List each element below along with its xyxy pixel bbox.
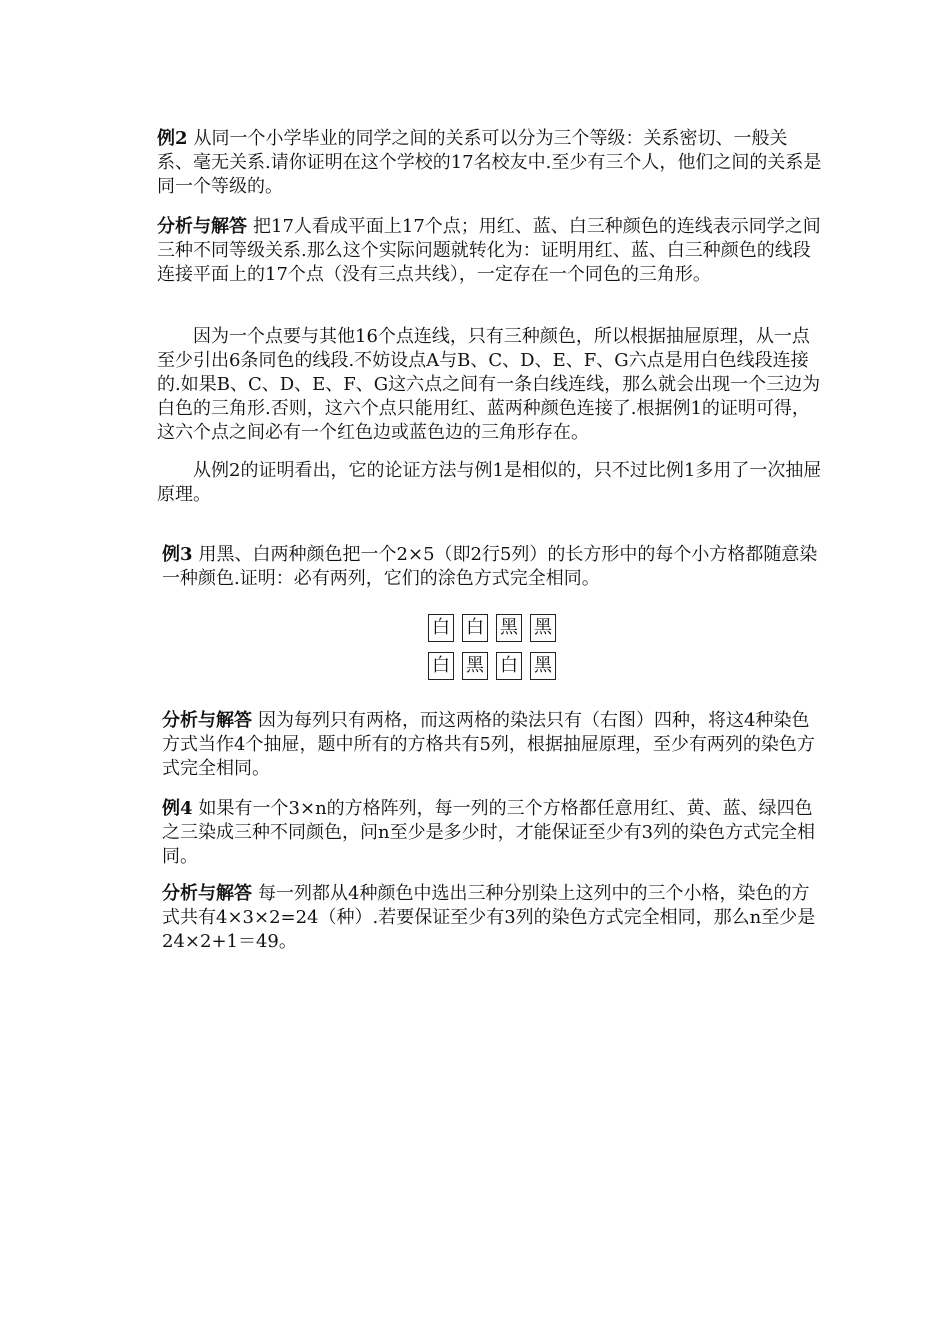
pattern-cell: 白 — [462, 614, 488, 642]
answer-4-label: 分析与解答 — [162, 883, 252, 904]
answer-4-text: 每一列都从4种颜色中选出三种分别染上这列中的三个小格，染色的方式共有4×3×2=24（种）.若要保证至少有3列的染色方式完全相同，那么n至少是24×2+1＝49。 — [162, 883, 816, 952]
answer-3-paragraph — [162, 709, 827, 781]
answer-4-paragraph — [162, 882, 827, 954]
answer-2-label: 分析与解答 — [157, 216, 247, 237]
coloring-patterns-figure — [428, 614, 558, 682]
pattern-cell: 白 — [428, 614, 454, 642]
example-2-label: 例2 — [157, 128, 188, 149]
remark-text: 从例2的证明看出，它的论证方法与例1是相似的，只不过比例1多用了一次抽屉原理。 — [157, 460, 822, 505]
pattern-cell: 黑 — [530, 614, 556, 642]
pattern-cell: 黑 — [462, 652, 488, 680]
remark-paragraph — [157, 459, 822, 507]
example-2-paragraph — [157, 127, 822, 199]
answer-3-label: 分析与解答 — [162, 710, 252, 731]
example-4-paragraph — [162, 797, 827, 869]
proof-paragraph — [157, 325, 822, 445]
pattern-cell: 黑 — [530, 652, 556, 680]
example-3-label: 例3 — [162, 544, 193, 565]
answer-2-paragraph — [157, 215, 822, 287]
example-2-text: 从同一个小学毕业的同学之间的关系可以分为三个等级：关系密切、一般关系、毫无关系.请你证明在这个学校的17名校友中.至少有三个人，他们之间的关系是同一个等级的。 — [157, 128, 822, 197]
example-3-paragraph — [162, 543, 827, 591]
pattern-cell: 白 — [496, 652, 522, 680]
answer-2-text: 把17人看成平面上17个点；用红、蓝、白三种颜色的连线表示同学之间三种不同等级关系.那么这个实际问题就转化为：证明用红、蓝、白三种颜色的线段连接平面上的17个点（没有三点共线），一定存在一个同色的三角形。 — [157, 216, 821, 285]
example-4-label: 例4 — [162, 798, 193, 819]
example-3-text: 用黑、白两种颜色把一个2×5（即2行5列）的长方形中的每个小方格都随意染一种颜色.证明：必有两列，它们的涂色方式完全相同。 — [162, 544, 818, 589]
proof-text: 因为一个点要与其他16个点连线，只有三种颜色，所以根据抽屉原理，从一点至少引出6条同色的线段.不妨设点A与B、C、D、E、F、G六点是用白色线段连接的.如果B、C、D、E、F、G这六点之间有一条白线连线，那么就会出现一个三边为白色的三角形.否则，这六个点只能用红、蓝两种颜色连接了.根据例1的证明可得，这六个点之间必有一个红色边或蓝色边的三角形存在。 — [157, 326, 821, 443]
example-4-text: 如果有一个3×n的方格阵列，每一列的三个方格都任意用红、黄、蓝、绿四色之三染成三种不同颜色，问n至少是多少时，才能保证至少有3列的染色方式完全相同。 — [162, 798, 816, 867]
pattern-cell: 黑 — [496, 614, 522, 642]
answer-3-text: 因为每列只有两格，而这两格的染法只有（右图）四种，将这4种染色方式当作4个抽屉，题中所有的方格共有5列，根据抽屉原理，至少有两列的染色方式完全相同。 — [162, 710, 815, 779]
pattern-cell: 白 — [428, 652, 454, 680]
